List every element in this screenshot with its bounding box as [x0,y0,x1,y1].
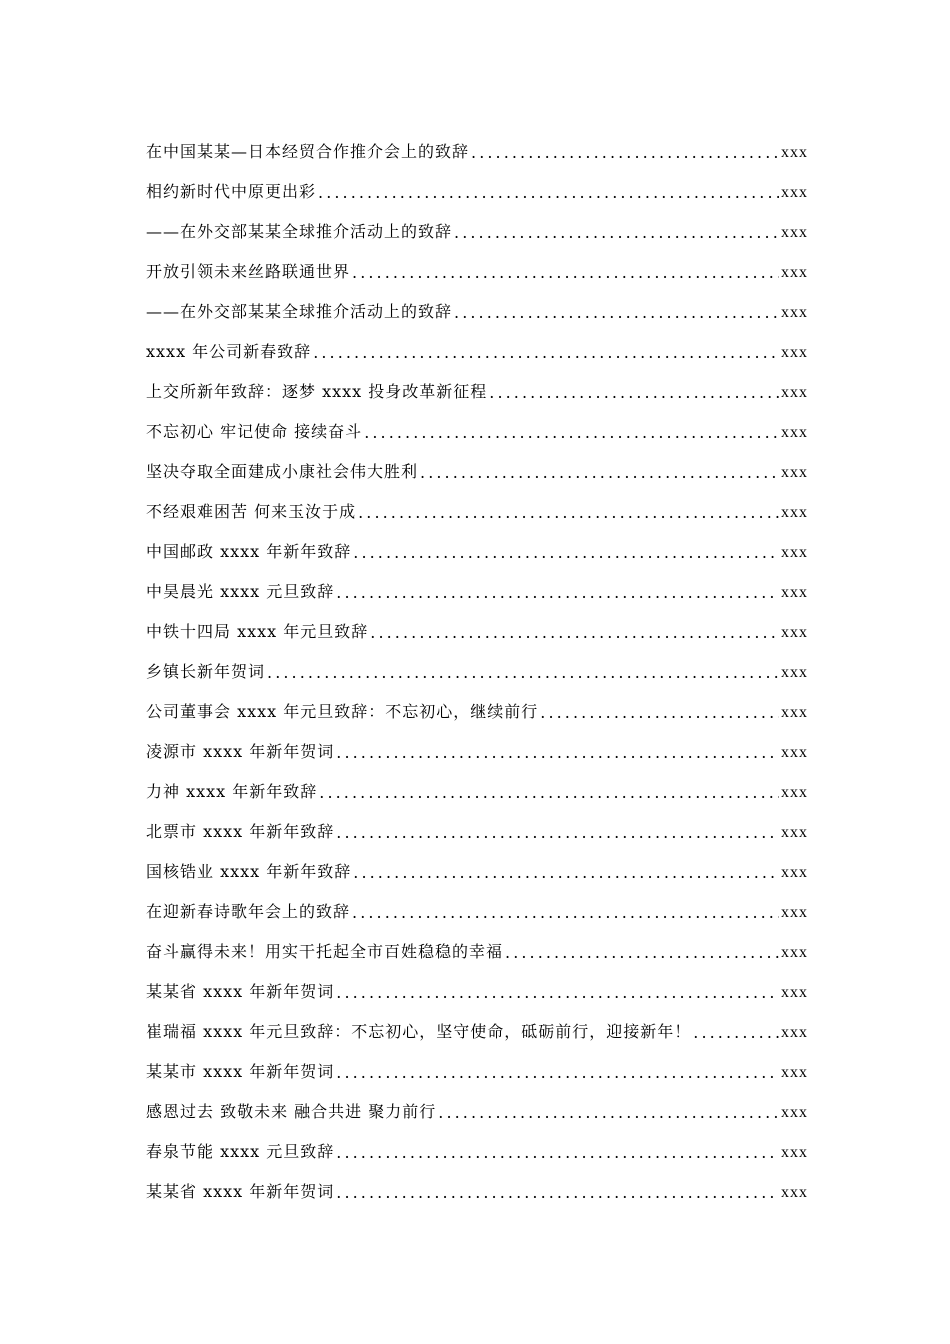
toc-dot-leader [313,343,779,362]
toc-entry-page: xxx [781,504,808,521]
toc-entry-title: 某某省 xxxx 年新年贺词 [146,1182,335,1201]
toc-entry-page: xxx [781,264,808,281]
toc-entry-17[interactable] [146,766,808,806]
table-of-contents [146,126,808,1206]
toc-entry-page: xxx [781,1184,808,1201]
toc-entry-title: 不忘初心 牢记使命 接续奋斗 [146,422,363,441]
toc-entry-page: xxx [781,1144,808,1161]
toc-entry-20[interactable] [146,886,808,926]
toc-entry-title: ——在外交部某某全球推介活动上的致辞 [146,302,453,321]
toc-entry-5[interactable] [146,286,808,326]
toc-entry-25[interactable] [146,1086,808,1126]
toc-entry-22[interactable] [146,966,808,1006]
toc-entry-page: xxx [781,1064,808,1081]
toc-entry-1[interactable] [146,126,808,166]
toc-dot-leader [353,863,779,882]
toc-dot-leader [352,263,779,282]
toc-entry-title: 相约新时代中原更出彩 [146,182,317,201]
toc-entry-page: xxx [781,904,808,921]
toc-dot-leader [336,1063,779,1082]
toc-entry-19[interactable] [146,846,808,886]
toc-entry-page: xxx [781,304,808,321]
toc-entry-7[interactable] [146,366,808,406]
toc-entry-26[interactable] [146,1126,808,1166]
toc-dot-leader [358,503,779,522]
toc-entry-page: xxx [781,184,808,201]
toc-entry-11[interactable] [146,526,808,566]
toc-entry-page: xxx [781,664,808,681]
toc-entry-15[interactable] [146,686,808,726]
toc-entry-title: 中国邮政 xxxx 年新年致辞 [146,542,352,561]
toc-entry-14[interactable] [146,646,808,686]
toc-entry-page: xxx [781,344,808,361]
toc-entry-page: xxx [781,744,808,761]
toc-dot-leader [336,583,779,602]
toc-entry-page: xxx [781,864,808,881]
toc-entry-title: 国核锆业 xxxx 年新年致辞 [146,862,352,881]
toc-dot-leader [364,423,779,442]
toc-dot-leader [540,703,779,722]
toc-entry-6[interactable] [146,326,808,366]
toc-entry-page: xxx [781,144,808,161]
toc-dot-leader [336,743,779,762]
toc-entry-page: xxx [781,824,808,841]
toc-entry-page: xxx [781,704,808,721]
toc-dot-leader [370,623,779,642]
toc-entry-4[interactable] [146,246,808,286]
toc-entry-21[interactable] [146,926,808,966]
toc-entry-title: 感恩过去 致敬未来 融合共进 聚力前行 [146,1102,437,1121]
toc-entry-title: 某某省 xxxx 年新年贺词 [146,982,335,1001]
toc-entry-title: 北票市 xxxx 年新年致辞 [146,822,335,841]
toc-dot-leader [489,383,779,402]
toc-entry-title: 春泉节能 xxxx 元旦致辞 [146,1142,335,1161]
toc-entry-13[interactable] [146,606,808,646]
toc-entry-title: xxxx 年公司新春致辞 [146,342,312,361]
toc-entry-page: xxx [781,1104,808,1121]
toc-entry-title: 力神 xxxx 年新年致辞 [146,782,318,801]
toc-dot-leader [319,783,779,802]
toc-dot-leader [336,983,779,1002]
toc-entry-title: 开放引领未来丝路联通世界 [146,262,351,281]
toc-entry-27[interactable] [146,1166,808,1206]
toc-dot-leader [336,1143,779,1162]
toc-entry-title: 公司董事会 xxxx 年元旦致辞：不忘初心，继续前行 [146,702,539,721]
toc-entry-title: 崔瑞福 xxxx 年元旦致辞：不忘初心，坚守使命，砥砺前行，迎接新年！ [146,1022,692,1041]
toc-entry-page: xxx [781,384,808,401]
toc-entry-title: 凌源市 xxxx 年新年贺词 [146,742,335,761]
toc-entry-12[interactable] [146,566,808,606]
toc-dot-leader [353,543,779,562]
toc-entry-title: 中铁十四局 xxxx 年元旦致辞 [146,622,369,641]
toc-entry-16[interactable] [146,726,808,766]
toc-dot-leader [352,903,779,922]
toc-dot-leader [454,303,779,322]
toc-dot-leader [471,143,779,162]
toc-dot-leader [267,663,779,682]
toc-entry-page: xxx [781,424,808,441]
toc-entry-page: xxx [781,544,808,561]
toc-entry-9[interactable] [146,446,808,486]
toc-entry-page: xxx [781,984,808,1001]
toc-entry-10[interactable] [146,486,808,526]
toc-entry-8[interactable] [146,406,808,446]
toc-entry-title: 奋斗赢得未来！用实干托起全市百姓稳稳的幸福 [146,942,504,961]
toc-entry-title: ——在外交部某某全球推介活动上的致辞 [146,222,453,241]
toc-dot-leader [336,823,779,842]
toc-dot-leader [693,1023,779,1042]
toc-entry-page: xxx [781,584,808,601]
toc-entry-title: 在中国某某—日本经贸合作推介会上的致辞 [146,142,470,161]
toc-entry-23[interactable] [146,1006,808,1046]
toc-entry-24[interactable] [146,1046,808,1086]
toc-entry-title: 中昊晨光 xxxx 元旦致辞 [146,582,335,601]
toc-dot-leader [438,1103,779,1122]
toc-dot-leader [454,223,779,242]
toc-dot-leader [318,183,779,202]
toc-entry-title: 在迎新春诗歌年会上的致辞 [146,902,351,921]
toc-dot-leader [505,943,779,962]
toc-entry-title: 坚决夺取全面建成小康社会伟大胜利 [146,462,419,481]
toc-entry-2[interactable] [146,166,808,206]
toc-entry-title: 乡镇长新年贺词 [146,662,266,681]
toc-entry-page: xxx [781,464,808,481]
toc-entry-title: 不经艰难困苦 何来玉汝于成 [146,502,357,521]
toc-entry-page: xxx [781,944,808,961]
toc-entry-3[interactable] [146,206,808,246]
toc-entry-page: xxx [781,784,808,801]
toc-entry-18[interactable] [146,806,808,846]
toc-dot-leader [336,1183,779,1202]
toc-entry-title: 某某市 xxxx 年新年贺词 [146,1062,335,1081]
toc-entry-page: xxx [781,224,808,241]
toc-entry-title: 上交所新年致辞：逐梦 xxxx 投身改革新征程 [146,382,488,401]
toc-entry-page: xxx [781,624,808,641]
toc-dot-leader [420,463,779,482]
toc-entry-page: xxx [781,1024,808,1041]
